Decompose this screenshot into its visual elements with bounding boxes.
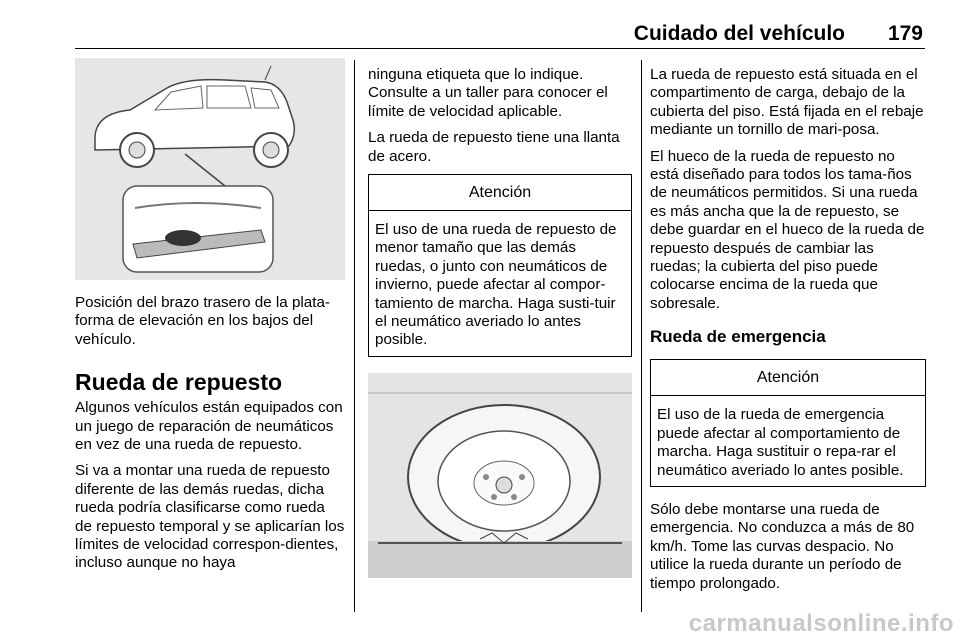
page-number: 179	[887, 22, 923, 45]
notice-body: El uso de la rueda de emergencia puede afectar al comportamiento de marcha. Haga sustituir o repa-rar el neumático averiado lo antes posible.	[657, 406, 904, 479]
section-title: Cuidado del vehículo	[633, 22, 845, 45]
paragraph: Sólo debe montarse una rueda de emergencia. No conduzca a más de 80 km/h. Tome las curvas despacio. No utilice la rueda durante un período de tiempo prolongado.	[650, 500, 915, 592]
subsection-heading: Rueda de emergencia	[650, 327, 826, 347]
column-middle	[368, 66, 632, 578]
notice-box	[650, 359, 926, 487]
column-divider	[354, 60, 355, 612]
page-header	[75, 18, 925, 49]
column-right	[650, 66, 926, 601]
notice-title: Atención	[651, 360, 925, 396]
figure-caption: Posición del brazo trasero de la plata-forma de elevación en los bajos del vehículo.	[75, 294, 330, 348]
paragraph: El hueco de la rueda de repuesto no está diseñado para todos los tama-ños de neumáticos permitidos. Si una rueda es más ancha que la de repuesto, se debe guardar en el hueco de la rueda de repuesto después de cambiar las ruedas; la cubierta del piso puede colocarse encima de la rueda que sobresale.	[650, 147, 925, 312]
car-lift-point-illustration	[75, 58, 345, 280]
column-left	[75, 58, 345, 581]
section-heading: Rueda de repuesto	[75, 369, 283, 396]
spare-wheel-illustration	[368, 373, 632, 578]
paragraph: Algunos vehículos están equipados con un juego de reparación de neumáticos en vez de una rueda de repuesto.	[75, 399, 343, 454]
notice-title: Atención	[369, 175, 631, 211]
column-divider	[641, 60, 642, 612]
watermark: carmanualsonline.info	[688, 610, 954, 637]
paragraph: La rueda de repuesto tiene una llanta de acero.	[368, 129, 620, 165]
paragraph: La rueda de repuesto está situada en el compartimento de carga, debajo de la cubierta del piso. Está fijada en el rebaje mediante un tornillo de mari-posa.	[650, 66, 924, 139]
paragraph: Si va a montar una rueda de repuesto diferente de las demás ruedas, dicha rueda podría clasificarse como rueda de repuesto temporal y se aplicarían los límites de velocidad correspon-dientes, incluso aunque no haya	[75, 462, 345, 572]
paragraph: ninguna etiqueta que lo indique. Consulte a un taller para conocer el límite de velocidad aplicable.	[368, 66, 608, 120]
notice-box	[368, 174, 632, 357]
notice-body: El uso de una rueda de repuesto de menor tamaño que las demás ruedas, o junto con neumáticos de invierno, puede afectar al compor-tamiento de marcha. Haga susti-tuir el neumático averiado lo antes posible.	[375, 221, 617, 349]
